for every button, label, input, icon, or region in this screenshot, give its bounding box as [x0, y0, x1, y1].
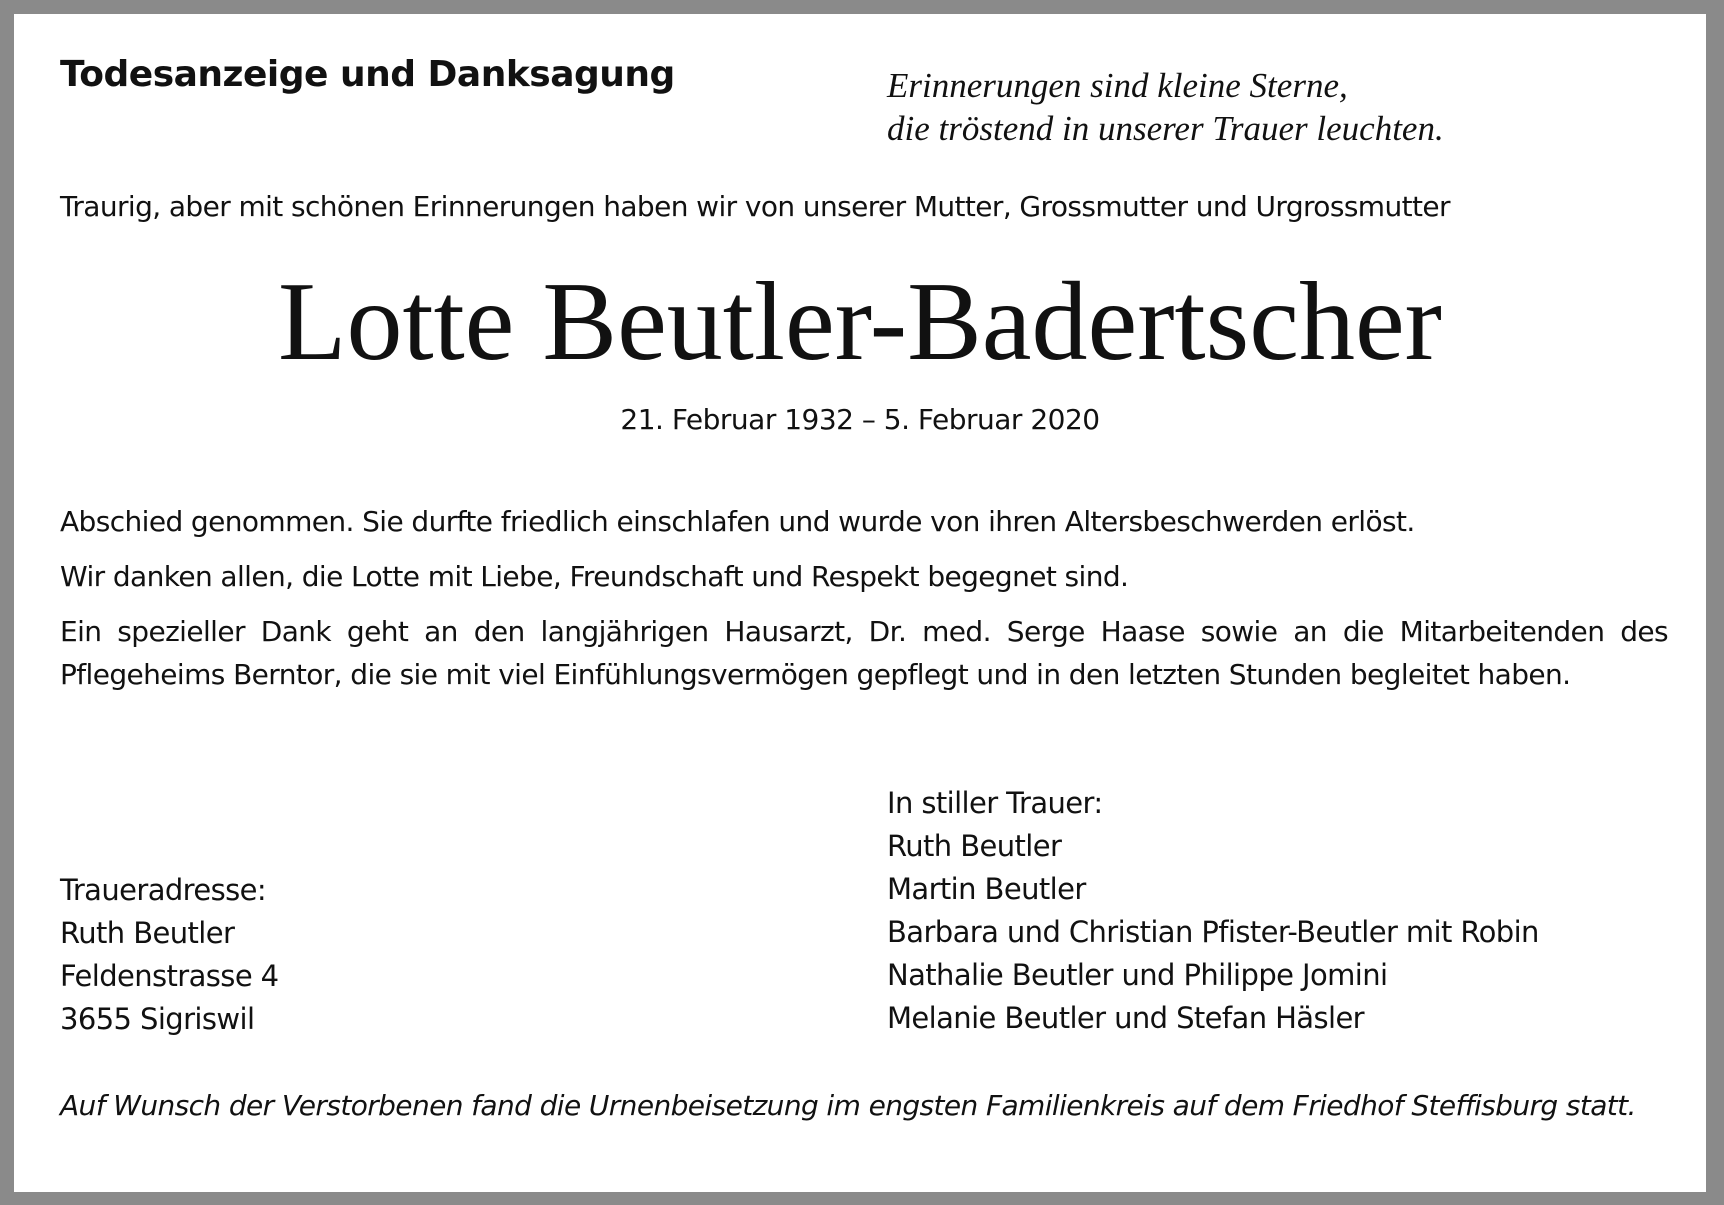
mourning-address — [60, 869, 279, 1041]
mourner-name: Ruth Beutler — [887, 829, 1062, 863]
notice-title: Todesanzeige und Danksagung — [60, 54, 675, 95]
deceased-name: Lotte Beutler-Badertscher — [278, 260, 1442, 384]
mourner-name: Martin Beutler — [887, 872, 1086, 906]
farewell-paragraph: Abschied genommen. Sie durfte friedlich einschlafen und wurde von ihren Altersbeschwerden erlöst. — [60, 505, 1415, 538]
obituary-notice — [14, 14, 1706, 1192]
mourner-name: Barbara und Christian Pfister-Beutler mit Robin — [887, 915, 1539, 949]
address-line: Ruth Beutler — [60, 916, 235, 950]
life-dates: 21. Februar 1932 – 5. Februar 2020 — [620, 403, 1100, 436]
quote-line: Erinnerungen sind kleine Sterne, — [887, 66, 1348, 105]
mourner-name: Melanie Beutler und Stefan Häsler — [887, 1001, 1365, 1035]
address-heading: Traueradresse: — [60, 873, 267, 907]
address-line: Feldenstrasse 4 — [60, 959, 279, 993]
thanks-paragraph: Wir danken allen, die Lotte mit Liebe, Freundschaft und Respekt begegnet sind. — [60, 560, 1129, 593]
intro-text: Traurig, aber mit schönen Erinnerungen haben wir von unserer Mutter, Grossmutter und Urgrossmutter — [60, 190, 1450, 223]
address-line: 3655 Sigriswil — [60, 1002, 255, 1036]
burial-note: Auf Wunsch der Verstorbenen fand die Urnenbeisetzung im engsten Familienkreis auf dem Friedhof Steffisburg statt. — [60, 1089, 1636, 1122]
mourners-heading: In stiller Trauer: — [887, 786, 1103, 820]
special-thanks-paragraph: Ein spezieller Dank geht an den langjährigen Hausarzt, Dr. med. Serge Haase sowie an die Mitarbeitenden des Pflegeheims Berntor, die sie mit viel Einfühlungsvermögen gepflegt und in den letzten Stunden begleitet haben. — [60, 615, 1668, 691]
mourners-list — [887, 782, 1539, 1040]
memorial-quote — [887, 64, 1444, 150]
mourner-name: Nathalie Beutler und Philippe Jomini — [887, 958, 1388, 992]
quote-line: die tröstend in unserer Trauer leuchten. — [887, 109, 1444, 148]
